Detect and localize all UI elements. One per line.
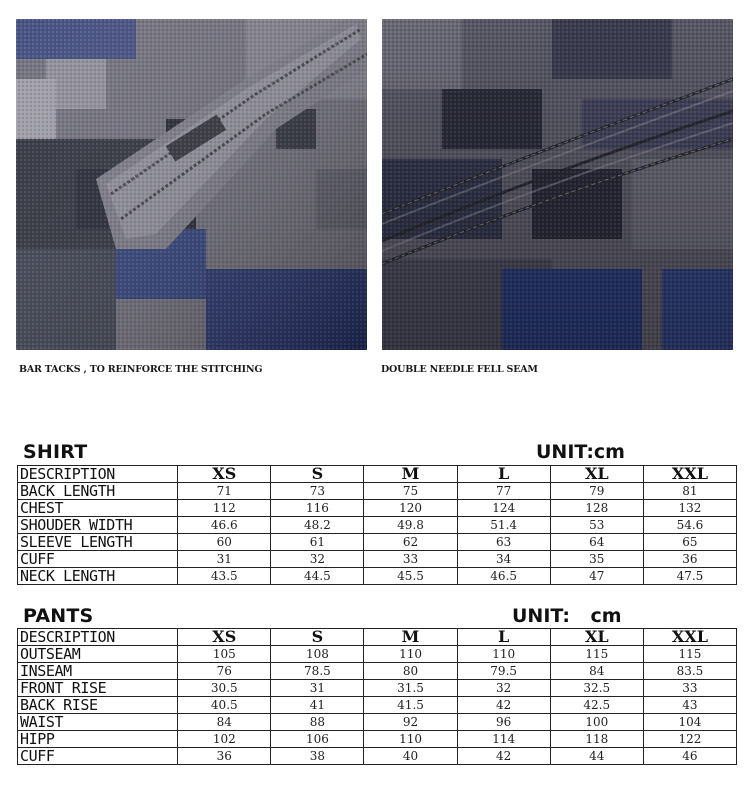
row-label: SHOUDER WIDTH <box>18 517 178 534</box>
table-header-row <box>18 466 737 483</box>
table-row <box>18 500 737 517</box>
table-cell: 120 <box>364 500 457 517</box>
table-cell: 112 <box>178 500 271 517</box>
table-row <box>18 714 737 731</box>
header-cell: DESCRIPTION <box>18 629 178 646</box>
table-cell: 47 <box>550 568 643 585</box>
table-row <box>18 646 737 663</box>
table-row <box>18 483 737 500</box>
header-cell: XXL <box>643 629 736 646</box>
table-cell: 53 <box>550 517 643 534</box>
table-cell: 43 <box>643 697 736 714</box>
header-cell: XXL <box>643 466 736 483</box>
shirt-unit-label: UNIT:cm <box>536 441 625 463</box>
table-cell: 81 <box>643 483 736 500</box>
row-label: WAIST <box>18 714 178 731</box>
row-label: BACK RISE <box>18 697 178 714</box>
table-cell: 36 <box>178 748 271 765</box>
table-cell: 92 <box>364 714 457 731</box>
bar-tacks-photo <box>16 19 367 350</box>
table-cell: 77 <box>457 483 550 500</box>
fell-seam-caption: DOUBLE NEEDLE FELL SEAM <box>381 364 538 375</box>
table-cell: 80 <box>364 663 457 680</box>
table-cell: 46 <box>643 748 736 765</box>
table-cell: 44 <box>550 748 643 765</box>
table-cell: 110 <box>364 646 457 663</box>
table-cell: 132 <box>643 500 736 517</box>
table-cell: 124 <box>457 500 550 517</box>
table-cell: 71 <box>178 483 271 500</box>
table-cell: 122 <box>643 731 736 748</box>
table-cell: 84 <box>178 714 271 731</box>
table-cell: 62 <box>364 534 457 551</box>
table-cell: 32 <box>457 680 550 697</box>
header-cell: S <box>271 466 364 483</box>
table-cell: 40.5 <box>178 697 271 714</box>
table-cell: 118 <box>550 731 643 748</box>
table-cell: 32.5 <box>550 680 643 697</box>
table-cell: 65 <box>643 534 736 551</box>
table-cell: 41.5 <box>364 697 457 714</box>
table-cell: 42 <box>457 697 550 714</box>
table-cell: 110 <box>364 731 457 748</box>
table-cell: 84 <box>550 663 643 680</box>
row-label: BACK LENGTH <box>18 483 178 500</box>
table-cell: 46.5 <box>457 568 550 585</box>
header-cell: DESCRIPTION <box>18 466 178 483</box>
table-cell: 88 <box>271 714 364 731</box>
table-cell: 63 <box>457 534 550 551</box>
table-cell: 116 <box>271 500 364 517</box>
table-row <box>18 731 737 748</box>
table-cell: 102 <box>178 731 271 748</box>
header-cell: XL <box>550 466 643 483</box>
row-label: NECK LENGTH <box>18 568 178 585</box>
row-label: CUFF <box>18 748 178 765</box>
table-cell: 76 <box>178 663 271 680</box>
table-cell: 33 <box>364 551 457 568</box>
table-cell: 128 <box>550 500 643 517</box>
pants-section-title: PANTS <box>23 605 94 627</box>
header-cell: XL <box>550 629 643 646</box>
table-cell: 114 <box>457 731 550 748</box>
table-row <box>18 568 737 585</box>
table-row <box>18 551 737 568</box>
table-cell: 79 <box>550 483 643 500</box>
row-label: FRONT RISE <box>18 680 178 697</box>
table-cell: 31 <box>178 551 271 568</box>
table-cell: 45.5 <box>364 568 457 585</box>
header-cell: L <box>457 466 550 483</box>
table-cell: 110 <box>457 646 550 663</box>
table-cell: 31.5 <box>364 680 457 697</box>
table-cell: 40 <box>364 748 457 765</box>
table-cell: 42.5 <box>550 697 643 714</box>
shirt-section-title: SHIRT <box>23 441 88 463</box>
table-header-row <box>18 629 737 646</box>
row-label: SLEEVE LENGTH <box>18 534 178 551</box>
table-row <box>18 534 737 551</box>
header-cell: XS <box>178 629 271 646</box>
table-cell: 104 <box>643 714 736 731</box>
table-cell: 51.4 <box>457 517 550 534</box>
table-cell: 41 <box>271 697 364 714</box>
table-cell: 108 <box>271 646 364 663</box>
fell-seam-photo <box>382 19 733 350</box>
table-cell: 42 <box>457 748 550 765</box>
table-row <box>18 663 737 680</box>
table-row <box>18 680 737 697</box>
table-cell: 32 <box>271 551 364 568</box>
table-cell: 64 <box>550 534 643 551</box>
row-label: CHEST <box>18 500 178 517</box>
table-cell: 47.5 <box>643 568 736 585</box>
row-label: OUTSEAM <box>18 646 178 663</box>
table-cell: 73 <box>271 483 364 500</box>
table-cell: 35 <box>550 551 643 568</box>
table-cell: 75 <box>364 483 457 500</box>
table-cell: 106 <box>271 731 364 748</box>
table-cell: 38 <box>271 748 364 765</box>
table-cell: 96 <box>457 714 550 731</box>
bar-tacks-caption: BAR TACKS , TO REINFORCE THE STITCHING <box>19 364 263 375</box>
table-cell: 46.6 <box>178 517 271 534</box>
table-cell: 49.8 <box>364 517 457 534</box>
table-row <box>18 517 737 534</box>
table-cell: 36 <box>643 551 736 568</box>
table-row <box>18 748 737 765</box>
pants-size-table <box>17 628 737 765</box>
table-cell: 78.5 <box>271 663 364 680</box>
table-cell: 54.6 <box>643 517 736 534</box>
table-cell: 43.5 <box>178 568 271 585</box>
header-cell: M <box>364 629 457 646</box>
table-cell: 44.5 <box>271 568 364 585</box>
table-cell: 61 <box>271 534 364 551</box>
table-cell: 31 <box>271 680 364 697</box>
pants-unit-label: UNIT: cm <box>512 605 622 627</box>
header-cell: M <box>364 466 457 483</box>
table-cell: 60 <box>178 534 271 551</box>
header-cell: XS <box>178 466 271 483</box>
table-row <box>18 697 737 714</box>
table-cell: 100 <box>550 714 643 731</box>
table-cell: 105 <box>178 646 271 663</box>
row-label: CUFF <box>18 551 178 568</box>
table-cell: 33 <box>643 680 736 697</box>
shirt-size-table <box>17 465 737 585</box>
row-label: INSEAM <box>18 663 178 680</box>
table-cell: 30.5 <box>178 680 271 697</box>
row-label: HIPP <box>18 731 178 748</box>
header-cell: S <box>271 629 364 646</box>
table-cell: 83.5 <box>643 663 736 680</box>
table-cell: 34 <box>457 551 550 568</box>
header-cell: L <box>457 629 550 646</box>
table-cell: 115 <box>643 646 736 663</box>
table-cell: 79.5 <box>457 663 550 680</box>
table-cell: 115 <box>550 646 643 663</box>
table-cell: 48.2 <box>271 517 364 534</box>
